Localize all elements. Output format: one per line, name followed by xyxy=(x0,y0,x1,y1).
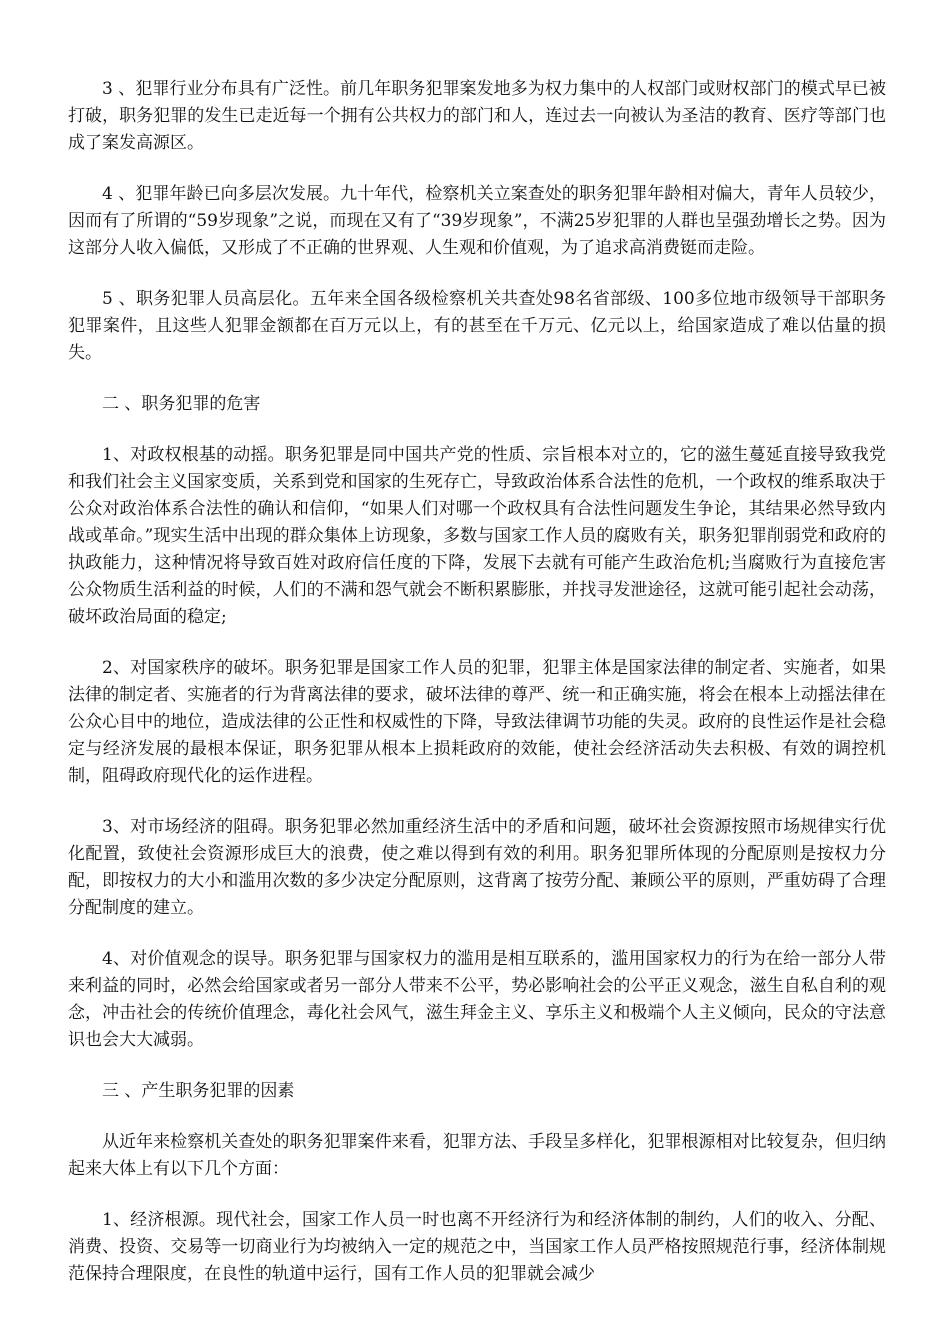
paragraph-cause-1-economic: 1、经济根源。现代社会，国家工作人员一时也离不开经济行为和经济体制的制约，人们的收入、分配、消费、投资、交易等一切商业行为均被纳入一定的规范之中，当国家工作人员严格按照规范行事，经济体制规范保持合理限度，在良性的轨道中运行，国有工作人员的犯罪就会减少 xyxy=(68,1210,886,1284)
paragraph-causes-intro: 从近年来检察机关查处的职务犯罪案件来看，犯罪方法、手段呈多样化，犯罪根源相对比较复杂，但归纳起来大体上有以下几个方面： xyxy=(68,1132,886,1179)
section-heading-causes: 三 、产生职务犯罪的因素 xyxy=(102,1081,295,1101)
paragraph-harm-2-state-order: 2、对国家秩序的破坏。职务犯罪是国家工作人员的犯罪，犯罪主体是国家法律的制定者、实施者，如果法律的制定者、实施者的行为背离法律的要求，破坏法律的尊严、统一和正确实施，将会在根本上动摇法律在公众心目中的地位，造成法律的公正性和权威性的下降，导致法律调节功能的失灵。政府的良性运作是社会稳定与经济发展的最根本保证，职务犯罪从根本上损耗政府的效能，使社会经济活动失去积极、有效的调控机制，阻碍政府现代化的运作进程。 xyxy=(68,658,886,786)
paragraph-3-industry-distribution: 3 、犯罪行业分布具有广泛性。前几年职务犯罪案发地多为权力集中的人权部门或财权部门的模式早已被打破，职务犯罪的发生已走近每一个拥有公共权力的部门和人，连过去一向被认为圣洁的教育、医疗等部门也成了案发高源区。 xyxy=(68,79,886,153)
paragraph-harm-1-regime: 1、对政权根基的动摇。职务犯罪是同中国共产党的性质、宗旨根本对立的，它的滋生蔓延直接导致我党和我们社会主义国家变质，关系到党和国家的生死存亡，导致政治体系合法性的危机，一个政权的维系取决于公众对政治体系合法性的确认和信仰，“如果人们对哪一个政权具有合法性问题发生争论，其结果必然导致内战或革命。”现实生活中出现的群众集体上访现象，多数与国家工作人员的腐败有关，职务犯罪削弱党和政府的执政能力，这种情况将导致百姓对政府信任度的下降，发展下去就有可能产生政治危机;当腐败行为直接危害公众物质生活利益的时候，人们的不满和怨气就会不断积累膨胀，并找寻发泄途径，这就可能引起社会动荡，破坏政治局面的稳定; xyxy=(68,445,886,627)
document-body xyxy=(68,76,886,1312)
paragraph-harm-4-values: 4、对价值观念的误导。职务犯罪与国家权力的滥用是相互联系的，滥用国家权力的行为在给一部分人带来利益的同时，必然会给国家或者另一部分人带来不公平，势必影响社会的公平正义观念，滋生自私自利的观念，冲击社会的传统价值理念，毒化社会风气，滋生拜金主义、享乐主义和极端个人主义倾向，民众的守法意识也会大大减弱。 xyxy=(68,949,886,1050)
paragraph-4-age-distribution: 4 、犯罪年龄已向多层次发展。九十年代，检察机关立案查处的职务犯罪年龄相对偏大，青年人员较少，因而有了所谓的“59岁现象”之说，而现在又有了“39岁现象”，不满25岁犯罪的人群也呈强劲增长之势。因为这部分人收入偏低，又形成了不正确的世界观、人生观和价值观，为了追求高消费铤而走险。 xyxy=(68,184,886,258)
paragraph-5-high-level-officials: 5 、职务犯罪人员高层化。五年来全国各级检察机关共查处98名省部级、100多位地市级领导干部职务犯罪案件，且这些人犯罪金额都在百万元以上，有的甚至在千万元、亿元以上，给国家造成了难以估量的损失。 xyxy=(68,289,886,363)
section-heading-harms: 二 、职务犯罪的危害 xyxy=(102,394,261,414)
paragraph-harm-3-market-economy: 3、对市场经济的阻碍。职务犯罪必然加重经济生活中的矛盾和问题，破坏社会资源按照市场规律实行优化配置，致使社会资源形成巨大的浪费，使之难以得到有效的利用。职务犯罪所体现的分配原则是按权力分配，即按权力的大小和滥用次数的多少决定分配原则，这背离了按劳分配、兼顾公平的原则，严重妨碍了合理分配制度的建立。 xyxy=(68,817,886,918)
